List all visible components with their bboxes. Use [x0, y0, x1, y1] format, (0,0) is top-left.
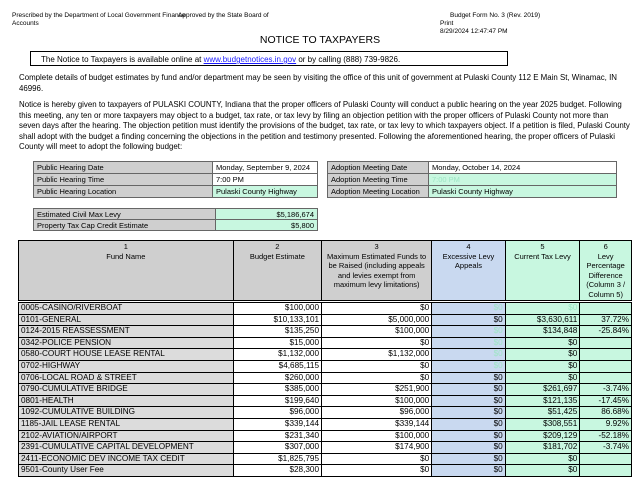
budget-estimate-cell: $15,000: [233, 337, 321, 349]
adoption-location-label: Adoption Meeting Location: [328, 186, 429, 198]
levy-percentage-cell: 9.92%: [580, 418, 632, 430]
fund-name-cell: 1092-CUMULATIVE BUILDING: [19, 407, 234, 419]
table-row: [19, 442, 632, 454]
fund-name-cell: 0580-COURT HOUSE LEASE RENTAL: [19, 349, 234, 361]
notice-box: [30, 51, 508, 66]
hearing-table: [33, 161, 318, 198]
hearing-location-label: Public Hearing Location: [34, 186, 213, 198]
budget-estimate-cell: $10,133,101: [233, 314, 321, 326]
budget-estimate-cell: $100,000: [233, 303, 321, 315]
budget-estimate-cell: $1,825,795: [233, 453, 321, 465]
table-row: [19, 465, 632, 477]
adoption-date: Monday, October 14, 2024: [429, 162, 617, 174]
current-levy-cell: $0: [505, 337, 580, 349]
current-levy-cell: $0: [505, 453, 580, 465]
col-current-levy: 5 Current Tax Levy: [505, 241, 580, 301]
levy-percentage-cell: [580, 337, 632, 349]
levy-percentage-cell: [580, 349, 632, 361]
hearing-paragraph: Notice is hereby given to taxpayers of PULASKI COUNTY, Indiana that the proper officers of Pulaski County will conduct a public hearing on the year 2025 budget. Following this meeting, any ten or more taxpayers may object to a budget, tax rate, or tax levy by filing an objection petition with the proper officers of Pulaski County not more than seven days after the hearing. The objection petition must identify the provisions of the budget, tax rate, or tax levy to which taxpayers object. If a petition is filed, Pulaski County shall adopt with the budget a finding concerning the objections in the petition and testimony presented. Following the aforementioned hearing, the proper officers of Pulaski County will meet to adopt the following budget:: [19, 100, 630, 152]
table-row: [19, 337, 632, 349]
table-row: [19, 384, 632, 396]
current-levy-cell: $0: [505, 465, 580, 477]
fund-name-cell: 0101-GENERAL: [19, 314, 234, 326]
print-timestamp: 8/29/2024 12:47:47 PM: [440, 28, 508, 35]
levy-percentage-cell: [580, 303, 632, 315]
levy-percentage-cell: -3.74%: [580, 384, 632, 396]
max-funds-cell: $100,000: [322, 326, 432, 338]
excessive-levy-cell: $0: [432, 395, 505, 407]
budget-estimate-cell: $339,144: [233, 418, 321, 430]
budget-estimate-cell: $4,685,115: [233, 360, 321, 372]
table-row: [19, 407, 632, 419]
fund-name-cell: 9501-County User Fee: [19, 465, 234, 477]
header-approved: Approved by the State Board of: [178, 12, 269, 19]
table-row: [19, 326, 632, 338]
hearing-location: Pulaski County Highway: [213, 186, 318, 198]
excessive-levy-cell: $0: [432, 442, 505, 454]
table-header-row: [19, 241, 632, 301]
current-levy-cell: $121,135: [505, 395, 580, 407]
current-levy-cell: $261,697: [505, 384, 580, 396]
excessive-levy-cell: $0: [432, 430, 505, 442]
current-levy-cell: $0: [505, 349, 580, 361]
excessive-levy-cell: $0: [432, 349, 505, 361]
current-levy-cell: $0: [505, 360, 580, 372]
table-row: [19, 395, 632, 407]
current-levy-cell: $0: [505, 303, 580, 315]
accounts-text: Accounts: [12, 20, 39, 27]
fund-name-cell: 2391-CUMULATIVE CAPITAL DEVELOPMENT: [19, 442, 234, 454]
fund-name-cell: 0706-LOCAL ROAD & STREET: [19, 372, 234, 384]
max-funds-cell: $1,132,000: [322, 349, 432, 361]
col-excessive-levy: 4 Excessive Levy Appeals: [432, 241, 505, 301]
levy-percentage-cell: 86.68%: [580, 407, 632, 419]
table-row: [19, 349, 632, 361]
current-levy-cell: $3,630,611: [505, 314, 580, 326]
budget-estimate-cell: $1,132,000: [233, 349, 321, 361]
max-funds-cell: $251,900: [322, 384, 432, 396]
table-row: [19, 372, 632, 384]
excessive-levy-cell: $0: [432, 326, 505, 338]
fund-name-cell: 1185-JAIL LEASE RENTAL: [19, 418, 234, 430]
tax-cap-credit: $5,800: [216, 220, 318, 231]
print-link[interactable]: Print: [440, 20, 454, 27]
col-budget-estimate: 2 Budget Estimate: [233, 241, 321, 301]
col-max-funds: 3 Maximum Estimated Funds to be Raised (including appeals and levies exempt from maximum levy limitations): [322, 241, 432, 301]
budget-estimate-cell: $260,000: [233, 372, 321, 384]
excessive-levy-cell: $0: [432, 337, 505, 349]
levy-percentage-cell: 37.72%: [580, 314, 632, 326]
table-row: [19, 418, 632, 430]
levy-percentage-cell: [580, 372, 632, 384]
page-title: NOTICE TO TAXPAYERS: [259, 34, 381, 46]
excessive-levy-cell: $0: [432, 407, 505, 419]
budget-estimate-cell: $199,640: [233, 395, 321, 407]
form-number: Budget Form No. 3 (Rev. 2019): [450, 12, 541, 19]
tax-cap-credit-label: Property Tax Cap Credit Estimate: [34, 220, 216, 231]
fund-name-cell: 0124-2015 REASSESSMENT: [19, 326, 234, 338]
excessive-levy-cell: $0: [432, 465, 505, 477]
adoption-location: Pulaski County Highway: [429, 186, 617, 198]
notice-suffix: or by calling (888) 739-9826.: [296, 55, 401, 64]
details-paragraph: Complete details of budget estimates by fund and/or department may be seen by visiting the office of this unit of government at Pulaski County 112 E Main St, Winamac, IN 46996.: [19, 73, 617, 93]
fund-name-cell: 0801-HEALTH: [19, 395, 234, 407]
max-funds-cell: $339,144: [322, 418, 432, 430]
excessive-levy-cell: $0: [432, 453, 505, 465]
max-funds-cell: $0: [322, 360, 432, 372]
levy-percentage-cell: [580, 453, 632, 465]
current-levy-cell: $308,551: [505, 418, 580, 430]
levy-percentage-cell: -3.74%: [580, 442, 632, 454]
table-row: [19, 360, 632, 372]
current-levy-cell: $134,848: [505, 326, 580, 338]
col-fund-name: 1 Fund Name: [19, 241, 234, 301]
civil-max-levy: $5,186,674: [216, 209, 318, 220]
fund-name-cell: 2411-ECONOMIC DEV INCOME TAX CEDIT: [19, 453, 234, 465]
max-funds-cell: $96,000: [322, 407, 432, 419]
excessive-levy-cell: $0: [432, 384, 505, 396]
levy-percentage-cell: -25.84%: [580, 326, 632, 338]
budget-table: [18, 240, 632, 477]
levy-table: [33, 208, 318, 231]
notice-prefix: The Notice to Taxpayers is available online at: [41, 55, 204, 64]
table-row: [19, 430, 632, 442]
header-right: [440, 12, 630, 36]
max-funds-cell: $0: [322, 465, 432, 477]
levy-percentage-cell: [580, 465, 632, 477]
current-levy-cell: $181,702: [505, 442, 580, 454]
levy-percentage-cell: [580, 360, 632, 372]
adoption-table: [327, 161, 617, 198]
budget-estimate-cell: $385,000: [233, 384, 321, 396]
adoption-time: 7:00 PM: [429, 174, 617, 186]
budget-estimate-cell: $231,340: [233, 430, 321, 442]
hearing-date-label: Public Hearing Date: [34, 162, 213, 174]
civil-max-levy-label: Estimated Civil Max Levy: [34, 209, 216, 220]
excessive-levy-cell: $0: [432, 303, 505, 315]
current-levy-cell: $209,129: [505, 430, 580, 442]
max-funds-cell: $174,900: [322, 442, 432, 454]
adoption-time-label: Adoption Meeting Time: [328, 174, 429, 186]
table-row: [19, 303, 632, 315]
fund-name-cell: 0702-HIGHWAY: [19, 360, 234, 372]
budget-estimate-cell: $28,300: [233, 465, 321, 477]
header-prescribed: [12, 12, 185, 28]
budget-notices-link[interactable]: www.budgetnotices.in.gov: [203, 55, 297, 64]
budget-estimate-cell: $135,250: [233, 326, 321, 338]
hearing-date: Monday, September 9, 2024: [213, 162, 318, 174]
current-levy-cell: $0: [505, 372, 580, 384]
max-funds-cell: $5,000,000: [322, 314, 432, 326]
max-funds-cell: $100,000: [322, 395, 432, 407]
adoption-date-label: Adoption Meeting Date: [328, 162, 429, 174]
fund-name-cell: 2102-AVIATION/AIRPORT: [19, 430, 234, 442]
max-funds-cell: $0: [322, 337, 432, 349]
levy-percentage-cell: -52.18%: [580, 430, 632, 442]
prescribed-text: Prescribed by the Department of Local Government Finance: [12, 12, 186, 19]
budget-estimate-cell: $96,000: [233, 407, 321, 419]
levy-percentage-cell: -17.45%: [580, 395, 632, 407]
max-funds-cell: $0: [322, 303, 432, 315]
max-funds-cell: $0: [322, 372, 432, 384]
excessive-levy-cell: $0: [432, 314, 505, 326]
excessive-levy-cell: $0: [432, 360, 505, 372]
current-levy-cell: $51,425: [505, 407, 580, 419]
excessive-levy-cell: $0: [432, 418, 505, 430]
max-funds-cell: $100,000: [322, 430, 432, 442]
col-levy-percentage: 6 Levy Percentage Difference (Column 3 / Column 5): [580, 241, 632, 301]
table-row: [19, 314, 632, 326]
table-row: [19, 453, 632, 465]
fund-name-cell: 0342-POLICE PENSION: [19, 337, 234, 349]
hearing-time: 7:00 PM: [213, 174, 318, 186]
max-funds-cell: $0: [322, 453, 432, 465]
excessive-levy-cell: $0: [432, 372, 505, 384]
budget-estimate-cell: $307,000: [233, 442, 321, 454]
fund-name-cell: 0005-CASINO/RIVERBOAT: [19, 303, 234, 315]
fund-name-cell: 0790-CUMULATIVE BRIDGE: [19, 384, 234, 396]
hearing-time-label: Public Hearing Time: [34, 174, 213, 186]
